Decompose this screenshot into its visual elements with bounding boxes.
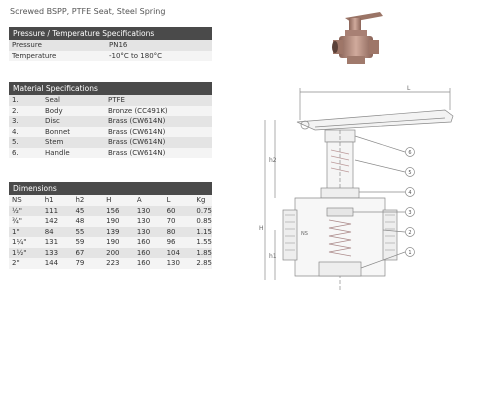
material-no: 6.: [9, 148, 42, 159]
cell-h2: 55: [72, 227, 103, 238]
product-subtitle: Screwed BSPP, PTFE Seat, Steel Spring: [10, 7, 166, 16]
table-row: [9, 206, 212, 217]
cell-h: 139: [103, 227, 134, 238]
callout-3: 3: [408, 210, 412, 216]
material-no: 5.: [9, 137, 42, 148]
table-row: [9, 148, 212, 159]
material-name: Brass (CW614N): [105, 148, 212, 159]
cell-h1: 84: [42, 227, 73, 238]
cell-l: 60: [164, 206, 194, 217]
pressure-temperature-table: [9, 27, 212, 61]
material-table-title: Material Specifications: [9, 82, 212, 95]
material-name: Brass (CW614N): [105, 116, 212, 127]
cell-kg: 2.85: [193, 258, 212, 269]
table-row: [9, 237, 212, 248]
material-no: 4.: [9, 127, 42, 138]
cell-a: 160: [134, 237, 164, 248]
material-part: Disc: [42, 116, 105, 127]
pressure-table-title: Pressure / Temperature Specifications: [9, 27, 212, 40]
column-header: h1: [42, 195, 73, 206]
table-row: [9, 137, 212, 148]
valve-photo: [325, 8, 395, 68]
dim-label-l: L: [407, 85, 411, 92]
cell-h2: 59: [72, 237, 103, 248]
dim-label-ns: NS: [301, 231, 308, 237]
material-part: Handle: [42, 148, 105, 159]
table-row: [9, 258, 212, 269]
cell-h: 190: [103, 216, 134, 227]
cell-h1: 144: [42, 258, 73, 269]
table-row: [9, 227, 212, 238]
column-header: A: [134, 195, 164, 206]
callout-6: 6: [408, 150, 412, 156]
cell-l: 70: [164, 216, 194, 227]
dimensions-table: [9, 182, 212, 269]
cell-ns: 1¼": [9, 237, 42, 248]
cell-kg: 1.85: [193, 248, 212, 259]
cell-kg: 0.85: [193, 216, 212, 227]
table-row: [9, 40, 212, 51]
material-no: 1.: [9, 95, 42, 106]
temperature-value: -10°C to 180°C: [106, 51, 212, 62]
cell-l: 130: [164, 258, 194, 269]
cell-h: 156: [103, 206, 134, 217]
column-header: h2: [72, 195, 103, 206]
table-header-row: [9, 195, 212, 206]
cell-a: 130: [134, 227, 164, 238]
cell-h1: 133: [42, 248, 73, 259]
cell-ns: ½": [9, 206, 42, 217]
column-header: Kg: [193, 195, 212, 206]
cell-h: 200: [103, 248, 134, 259]
cell-h2: 67: [72, 248, 103, 259]
column-header: NS: [9, 195, 42, 206]
material-name: PTFE: [105, 95, 212, 106]
material-name: Brass (CW614N): [105, 127, 212, 138]
cell-kg: 1.15: [193, 227, 212, 238]
pressure-value: PN16: [106, 40, 212, 51]
cell-a: 130: [134, 216, 164, 227]
cell-a: 160: [134, 258, 164, 269]
cell-l: 96: [164, 237, 194, 248]
cell-h2: 45: [72, 206, 103, 217]
cell-h1: 142: [42, 216, 73, 227]
temperature-label: Temperature: [9, 51, 106, 62]
cell-h1: 111: [42, 206, 73, 217]
cell-h1: 131: [42, 237, 73, 248]
cell-a: 130: [134, 206, 164, 217]
callout-2: 2: [408, 230, 412, 236]
table-row: [9, 95, 212, 106]
material-no: 3.: [9, 116, 42, 127]
cell-kg: 1.55: [193, 237, 212, 248]
table-row: [9, 248, 212, 259]
material-no: 2.: [9, 106, 42, 117]
cell-ns: ¾": [9, 216, 42, 227]
cell-h2: 48: [72, 216, 103, 227]
callout-1: 1: [408, 250, 412, 256]
cell-h2: 79: [72, 258, 103, 269]
cell-l: 80: [164, 227, 194, 238]
callout-5: 5: [408, 170, 412, 176]
table-row: [9, 106, 212, 117]
material-part: Body: [42, 106, 105, 117]
table-row: [9, 127, 212, 138]
material-part: Seal: [42, 95, 105, 106]
valve-cross-section-diagram: [255, 80, 500, 400]
material-name: Bronze (CC491K): [105, 106, 212, 117]
material-part: Stem: [42, 137, 105, 148]
cell-h: 223: [103, 258, 134, 269]
dim-label-h2: h2: [269, 157, 277, 164]
cell-ns: 1½": [9, 248, 42, 259]
pressure-label: Pressure: [9, 40, 106, 51]
cell-ns: 2": [9, 258, 42, 269]
cell-h: 190: [103, 237, 134, 248]
column-header: L: [164, 195, 194, 206]
dim-label-h1: h1: [269, 253, 277, 260]
table-row: [9, 51, 212, 62]
cell-a: 160: [134, 248, 164, 259]
cell-kg: 0.75: [193, 206, 212, 217]
column-header: H: [103, 195, 134, 206]
material-specifications-table: [9, 82, 212, 158]
cell-l: 104: [164, 248, 194, 259]
table-row: [9, 116, 212, 127]
cell-ns: 1": [9, 227, 42, 238]
material-part: Bonnet: [42, 127, 105, 138]
material-name: Brass (CW614N): [105, 137, 212, 148]
dim-label-h: H: [259, 225, 264, 232]
dimensions-table-title: Dimensions: [9, 182, 212, 195]
table-row: [9, 216, 212, 227]
callout-4: 4: [408, 190, 412, 196]
